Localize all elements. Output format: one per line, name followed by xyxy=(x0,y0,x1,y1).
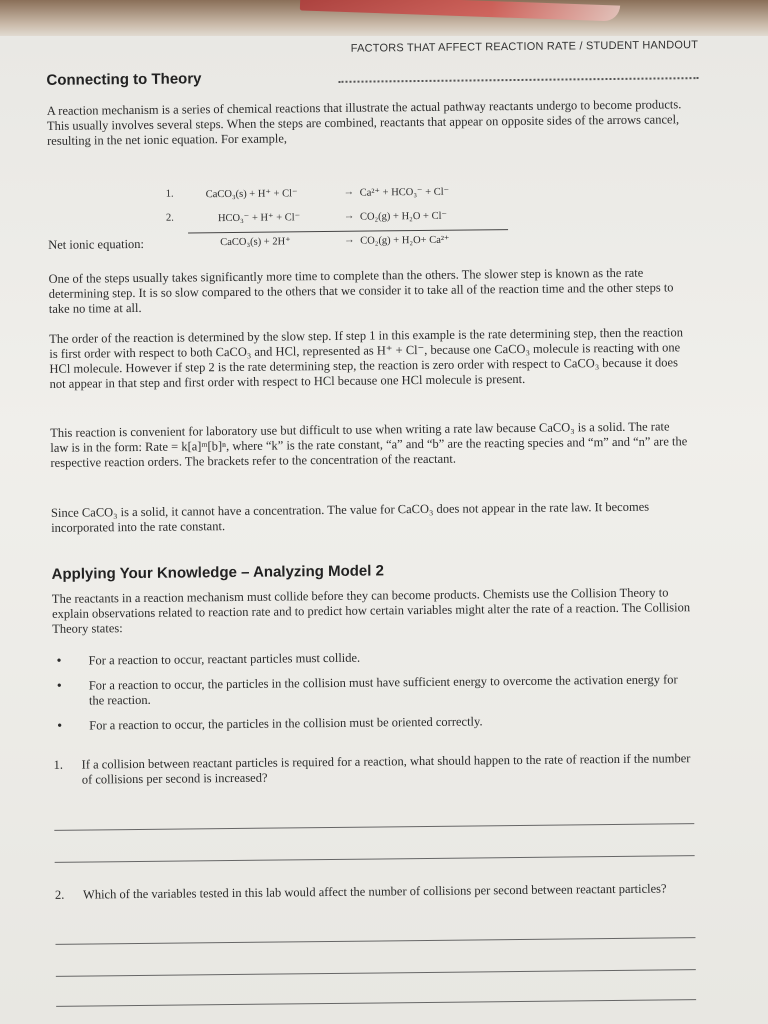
list-item xyxy=(53,712,693,734)
arrow-icon: → xyxy=(343,186,355,198)
equation-number: 1. xyxy=(165,188,174,200)
collision-theory-list xyxy=(52,647,693,744)
answer-line[interactable] xyxy=(56,999,696,1007)
list-item-text: For a reaction to occur, the particles in the collision must have sufficient energy to overcome the activation energy for the reaction. xyxy=(88,672,678,708)
bullet-icon: • xyxy=(56,678,62,694)
equation-right: Ca²⁺ + HCO₃⁻ + Cl⁻ xyxy=(359,186,450,199)
list-item xyxy=(53,672,693,709)
handout-page xyxy=(0,36,768,1024)
answer-line[interactable] xyxy=(56,969,696,977)
section-title-applying: Applying Your Knowledge – Analyzing Model 2 xyxy=(51,562,384,583)
question-number: 2. xyxy=(54,887,65,902)
collision-theory-paragraph: The reactants in a reaction mechanism must collide before they can become products. Chemists use the Collision Theory to explain observations related to reaction rate and to predict how certain variables might alter the rate of a reaction. The Collision Theory states: xyxy=(51,585,691,636)
list-item-text: For a reaction to occur, reactant particles must collide. xyxy=(88,650,361,668)
rate-law-paragraph: This reaction is convenient for laboratory use but difficult to use when writing a rate law because CaCO₃ is a solid. The rate law is in the form: Rate = k[a]ᵐ[b]ⁿ, where “k” is the rate constant, “a” and “b” are the reacting species and “m” and “n” are the respective reaction orders. The brackets refer to the concentration of the reactant. xyxy=(50,419,688,470)
intro-paragraph: A reaction mechanism is a series of chemical reactions that illustrate the actual pathway reactants undergo to become products. This usually involves several steps. When the steps are combined, reactants that appear on opposite sides of the arrows cancel, resulting in the net ionic equation. For example, xyxy=(46,97,682,148)
arrow-icon: → xyxy=(344,234,355,246)
equation-number: 2. xyxy=(165,212,174,224)
question-text: If a collision between reactant particles is required for a reaction, what should happen to the rate of reaction if the number of collisions per second is increased? xyxy=(81,751,691,787)
answer-line[interactable] xyxy=(54,823,694,831)
question-2 xyxy=(55,881,695,903)
net-equation-left: CaCO₃(s) + 2H⁺ xyxy=(220,236,291,249)
list-item-text: For a reaction to occur, the particles in the collision must be oriented correctly. xyxy=(89,714,483,733)
net-equation-right: CO₂(g) + H₂O+ Ca²⁺ xyxy=(360,234,450,247)
reaction-order-paragraph: The order of the reaction is determined by the slow step. If step 1 in this example is the rate determining step, then the reaction is first order with respect to both CaCO₃ and HCl, represented as H⁺ + Cl⁻, because one CaCO₃ molecule is reacting with one HCl molecule. However if step 2 is the rate determining step, the reaction is zero order with respect to CaCO₃ because it does not appear in that step and first order with respect to HCl because one HCl molecule is present. xyxy=(49,325,684,391)
arrow-icon: → xyxy=(343,210,355,222)
list-item xyxy=(52,647,692,669)
equation-block xyxy=(48,179,689,258)
bullet-icon: • xyxy=(56,653,62,669)
section-title-connecting: Connecting to Theory xyxy=(46,70,202,89)
equation-left: CaCO₃(s) + H⁺ + Cl⁻ xyxy=(205,188,298,201)
solid-concentration-paragraph: Since CaCO₃ is a solid, it cannot have a concentration. The value for CaCO₃ does not appear in the rate law. It becomes incorporated into the rate constant. xyxy=(50,499,650,535)
net-equation-label: Net ionic equation: xyxy=(48,236,145,252)
rate-determining-paragraph: One of the steps usually takes significantly more time to complete than the others. The slower step is known as the rate determining step. It is so slow compared to the others that we consider it to take all of the reaction time and the other steps to take no time at all. xyxy=(48,265,674,316)
header-divider xyxy=(338,77,698,83)
bullet-icon: • xyxy=(57,718,63,734)
page-header: FACTORS THAT AFFECT REACTION RATE / STUDENT HANDOUT xyxy=(350,39,699,55)
answer-line[interactable] xyxy=(55,855,695,863)
answer-line[interactable] xyxy=(56,937,696,945)
question-1 xyxy=(54,751,694,788)
question-number: 1. xyxy=(53,757,64,772)
question-text: Which of the variables tested in this lab would affect the number of collisions per second between reactant particles? xyxy=(82,881,667,902)
equation-left: HCO₃⁻ + H⁺ + Cl⁻ xyxy=(217,212,301,225)
equation-right: CO₂(g) + H₂O + Cl⁻ xyxy=(359,210,448,223)
